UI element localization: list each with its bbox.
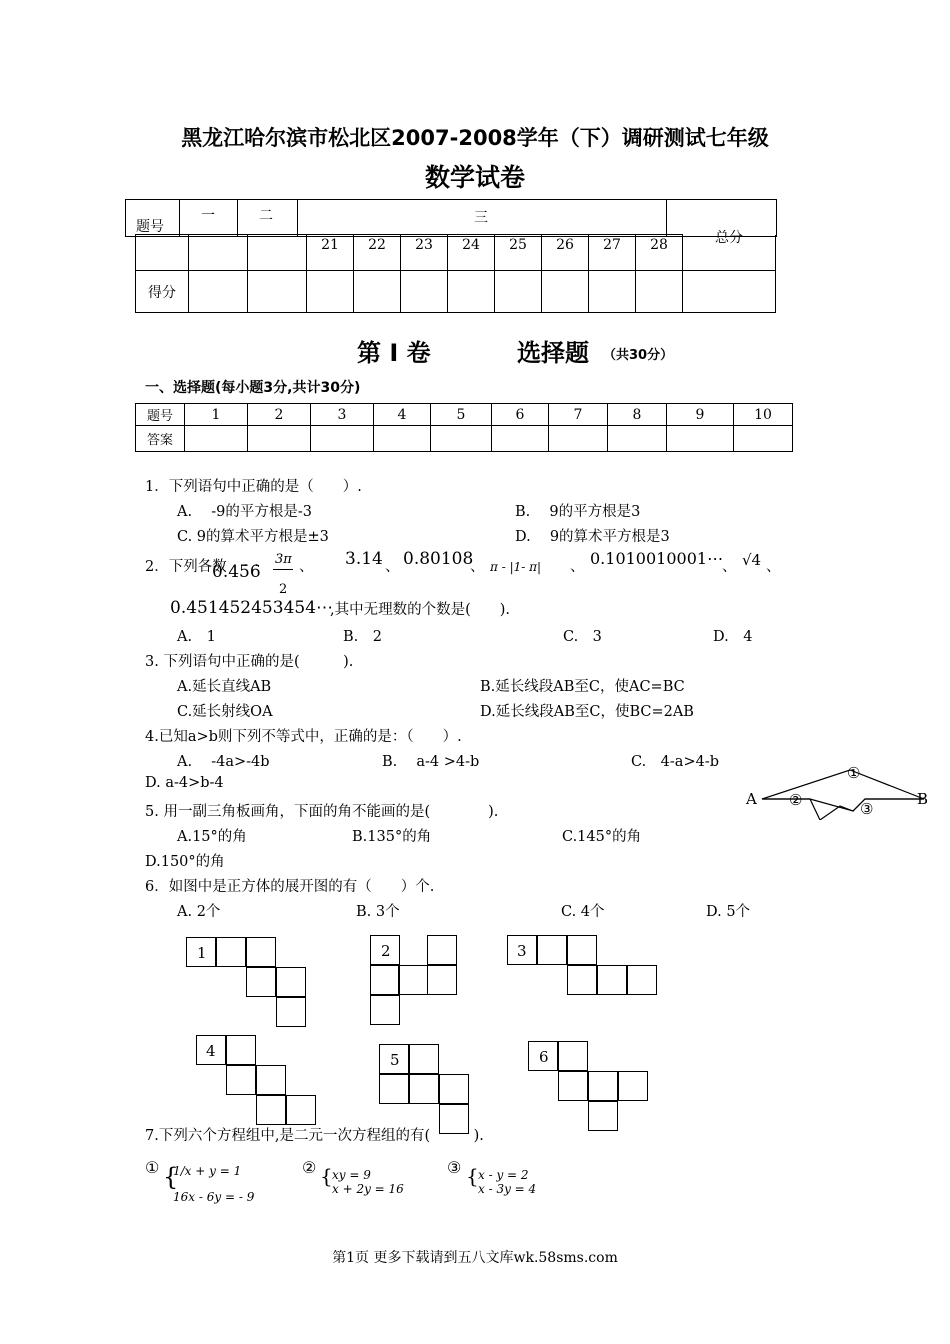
q2-option-b: B. 2	[343, 629, 382, 645]
score-sub-28: 28	[636, 235, 683, 271]
q6-option-d: D. 5个	[706, 904, 751, 920]
q2-fraction-denominator: 2	[279, 582, 288, 597]
q2-stem-end: ,其中无理数的个数是( ).	[330, 602, 511, 618]
q2-sep4: 、	[570, 559, 585, 575]
score-table	[135, 229, 776, 313]
q7-brace-3: {	[466, 1164, 479, 1188]
figure-mark-1: ①	[847, 764, 861, 782]
answer-cell[interactable]	[492, 426, 549, 452]
answer-cell[interactable]	[734, 426, 793, 452]
q1-option-c: C. 9的算术平方根是±3	[177, 529, 329, 545]
angle-figure	[740, 760, 940, 820]
net-label-3: 3	[517, 942, 527, 960]
q3-option-d: D.延长线段AB至C，使BC=2AB	[480, 704, 694, 720]
answer-cell[interactable]	[374, 426, 431, 452]
score-col-2: 二	[259, 208, 273, 224]
score-label-number: 题号	[136, 219, 164, 235]
q3-option-c: C.延长射线OA	[177, 704, 273, 720]
answer-label-answer: 答案	[136, 426, 185, 452]
net-label-1: 1	[197, 944, 207, 962]
angle-figure-lower	[762, 799, 924, 820]
net-label-6: 6	[539, 1048, 549, 1066]
part1-subtitle: 选择题	[517, 339, 589, 367]
answer-num-8: 8	[608, 404, 667, 426]
net-label-4: 4	[206, 1042, 216, 1060]
score-sub-21: 21	[307, 235, 354, 271]
score-col-3: 三	[474, 210, 488, 226]
answer-num-10: 10	[734, 404, 793, 426]
q2-number-repeating: 0.45̇6̇	[212, 562, 261, 582]
score-sub-26: 26	[542, 235, 589, 271]
q2-sep2: 、	[385, 559, 400, 575]
q4-option-b: B. a-4 >4-b	[382, 754, 480, 770]
answer-num-2: 2	[248, 404, 311, 426]
q2-fraction-numerator: 3π	[275, 552, 292, 567]
q2-number-pi-expression: π - |1- π|	[490, 560, 542, 574]
answer-cell[interactable]	[667, 426, 734, 452]
answer-num-9: 9	[667, 404, 734, 426]
answer-num-7: 7	[549, 404, 608, 426]
q2-option-d: D. 4	[713, 629, 753, 645]
q7-eq2a: xy = 9	[332, 1168, 371, 1182]
q1-option-b: B. 9的平方根是3	[515, 504, 641, 520]
score-total-label: 总分	[683, 235, 776, 271]
answer-num-6: 6	[492, 404, 549, 426]
figure-mark-3: ③	[860, 800, 874, 818]
q2-sep5: 、	[722, 559, 737, 575]
q3-option-b: B.延长线段AB至C，使AC=BC	[480, 679, 685, 695]
q2-fraction-bar	[273, 569, 293, 570]
q5-option-d: D.150°的角	[145, 854, 225, 870]
q3-option-a: A.延长直线AB	[177, 679, 272, 695]
q7-mark-1: ①	[145, 1158, 160, 1177]
q5-option-b: B.135°的角	[352, 829, 432, 845]
figure-label-b: B	[917, 790, 929, 808]
q7-eq2b: x + 2y = 16	[332, 1182, 404, 1196]
score-label-score: 得分	[136, 271, 189, 313]
q2-number-0-451: 0.451452453454⋯	[170, 598, 334, 618]
net-label-2: 2	[381, 942, 391, 960]
q2-number-sqrt4: √4	[742, 551, 762, 569]
q7-eq3b: x - 3y = 4	[478, 1182, 537, 1196]
q6-option-a: A. 2个	[177, 904, 221, 920]
q5-stem: 5. 用一副三角板画角，下面的角不能画的是( ).	[145, 804, 499, 820]
q2-sep1: 、	[299, 559, 314, 575]
q4-option-d: D. a-4>b-4	[145, 775, 224, 791]
q7-brace-2: {	[320, 1164, 333, 1188]
answer-cell[interactable]	[431, 426, 492, 452]
q1-option-d: D. 9的算术平方根是3	[515, 529, 670, 545]
figure-label-a: A	[746, 790, 757, 808]
answer-table	[135, 403, 793, 452]
q7-stem: 7.下列六个方程组中,是二元一次方程组的有( ).	[145, 1128, 484, 1144]
q7-mark-3: ③	[447, 1158, 462, 1177]
q2-option-a: A. 1	[177, 629, 216, 645]
score-col-1: 一	[201, 208, 215, 224]
score-sub-27: 27	[589, 235, 636, 271]
q4-stem: 4.已知a>b则下列不等式中，正确的是：（ ）.	[145, 729, 462, 745]
part1-note: （共30分）	[603, 348, 674, 363]
answer-num-5: 5	[431, 404, 492, 426]
answer-cell[interactable]	[549, 426, 608, 452]
q7-eq1a: 1/x + y = 1	[173, 1164, 242, 1178]
answer-num-4: 4	[374, 404, 431, 426]
score-sub-22: 22	[354, 235, 401, 271]
q3-stem: 3. 下列语句中正确的是( ).	[145, 654, 354, 670]
q6-option-c: C. 4个	[561, 904, 605, 920]
q2-number-0-80108: 0.80108	[403, 549, 474, 569]
answer-cell[interactable]	[185, 426, 248, 452]
answer-label-number: 题号	[136, 404, 185, 426]
page-footer: 第1页 更多下载请到五八文库wk.58sms.com	[332, 1250, 618, 1266]
q7-brace-1: {	[163, 1163, 179, 1191]
answer-num-1: 1	[185, 404, 248, 426]
q5-option-c: C.145°的角	[562, 829, 642, 845]
q5-option-a: A.15°的角	[177, 829, 247, 845]
q6-stem: 6．如图中是正方体的展开图的有（ ）个.	[145, 879, 435, 895]
q1-stem: 1．下列语句中正确的是（ ）.	[145, 479, 362, 495]
q1-option-a: A. -9的平方根是-3	[177, 504, 312, 520]
section-heading: 一、选择题(每小题3分,共计30分)	[145, 380, 361, 396]
q4-option-a: A. -4a>-4b	[177, 754, 270, 770]
q2-number-3-14: 3.14	[345, 549, 383, 569]
score-sub-23: 23	[401, 235, 448, 271]
q2-option-c: C. 3	[563, 629, 602, 645]
answer-cell[interactable]	[311, 426, 374, 452]
q2-stem-start: 2．下列各数	[145, 559, 227, 575]
q2-sep6: 、	[766, 559, 781, 575]
q7-eq1b: 16x - 6y = - 9	[173, 1190, 255, 1204]
answer-cell[interactable]	[608, 426, 667, 452]
q2-sep3: 、	[470, 559, 485, 575]
answer-num-3: 3	[311, 404, 374, 426]
score-sub-25: 25	[495, 235, 542, 271]
net-label-5: 5	[390, 1051, 400, 1069]
q4-option-c: C. 4-a>4-b	[631, 754, 720, 770]
score-sub-24: 24	[448, 235, 495, 271]
angle-figure-outline	[762, 770, 924, 811]
q2-number-nonrepeating: 0.1010010001⋯	[590, 549, 724, 568]
exam-title-line1: 黑龙江哈尔滨市松北区2007-2008学年（下）调研测试七年级	[181, 126, 769, 150]
score-table-top	[125, 199, 777, 237]
q7-mark-2: ②	[302, 1158, 317, 1177]
exam-title-line2: 数学试卷	[424, 163, 525, 192]
q6-option-b: B. 3个	[356, 904, 400, 920]
q7-eq3a: x - y = 2	[478, 1168, 529, 1182]
figure-mark-2: ②	[789, 791, 803, 809]
answer-cell[interactable]	[248, 426, 311, 452]
part1-title: 第 Ⅰ 卷	[357, 339, 431, 367]
